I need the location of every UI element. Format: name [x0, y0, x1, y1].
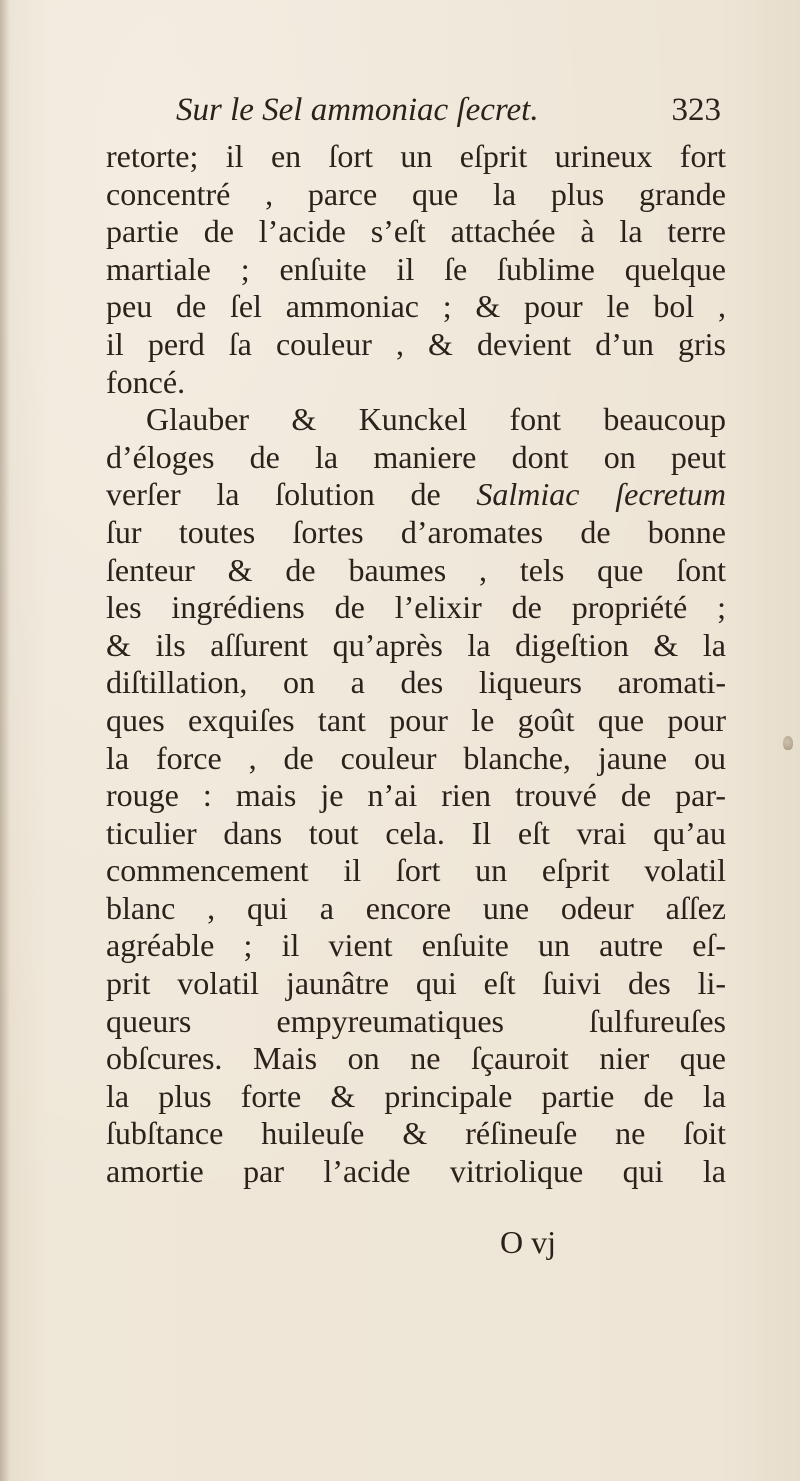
text-line: blanc , qui a encore une odeur aſſez [106, 889, 726, 926]
italic-term: Salmiac ſecretum [476, 476, 726, 513]
text-line: la plus forte & principale partie de la [106, 1077, 726, 1114]
text-line: ticulier dans tout cela. Il eſt vrai qu’au [106, 814, 726, 851]
text-line: amortie par l’acide vitriolique qui la [106, 1153, 726, 1190]
text-line: rouge : mais je n’ai rien trouvé de par- [106, 777, 726, 814]
text-line: ſur toutes ſortes d’aromates de bonne [106, 513, 726, 550]
text-line: & ils aſſurent qu’après la digeſtion & la [106, 626, 726, 663]
text-line: agréable ; il vient enſuite un autre eſ- [106, 927, 726, 964]
text-line-roman: verſer la ſolution de [106, 476, 477, 513]
text-line: Glauber & Kunckel font beaucoup [146, 401, 726, 438]
signature-mark: O vj [500, 1224, 556, 1260]
text-line: peu de ſel ammoniac ; & pour le bol , [106, 288, 726, 325]
text-line: retorte; il en ſort un eſprit urineux fort [106, 138, 726, 174]
text-line: queurs empyreumatiques ſulfureuſes [106, 1002, 726, 1039]
page-number: 323 [671, 92, 721, 128]
text-line: martiale ; enſuite il ſe ſublime quelque [106, 250, 726, 287]
text-line: il perd ſa couleur , & devient d’un gris [106, 325, 726, 362]
text-line: concentré , parce que la plus grande [106, 175, 726, 212]
paper-blemish [783, 736, 793, 750]
text-line: partie de l’acide s’eſt attachée à la terre [106, 213, 726, 250]
text-line: diſtillation, on a des liqueurs aromati- [106, 664, 726, 701]
text-line: commencement il ſort un eſprit volatil [106, 852, 726, 889]
text-line: prit volatil jaunâtre qui eſt ſuivi des li- [106, 965, 726, 1002]
text-line: d’éloges de la maniere dont on peut [106, 438, 726, 475]
running-title: Sur le Sel ammoniac ſecret. [176, 92, 539, 128]
text-line: ſenteur & de baumes , tels que ſont [106, 551, 726, 588]
page-header [176, 90, 721, 140]
text-line: la force , de couleur blanche, jaune ou [106, 739, 726, 776]
body-text [106, 138, 726, 1191]
text-line: les ingrédiens de l’elixir de propriété ; [106, 589, 726, 626]
text-line [106, 476, 726, 514]
text-line: obſcures. Mais on ne ſçauroit nier que [106, 1040, 726, 1077]
text-line: foncé. [106, 363, 186, 400]
text-line: ques exquiſes tant pour le goût que pour [106, 701, 726, 738]
spine-shadow [0, 0, 10, 1481]
text-line: ſubſtance huileuſe & réſineuſe ne ſoit [106, 1115, 726, 1152]
